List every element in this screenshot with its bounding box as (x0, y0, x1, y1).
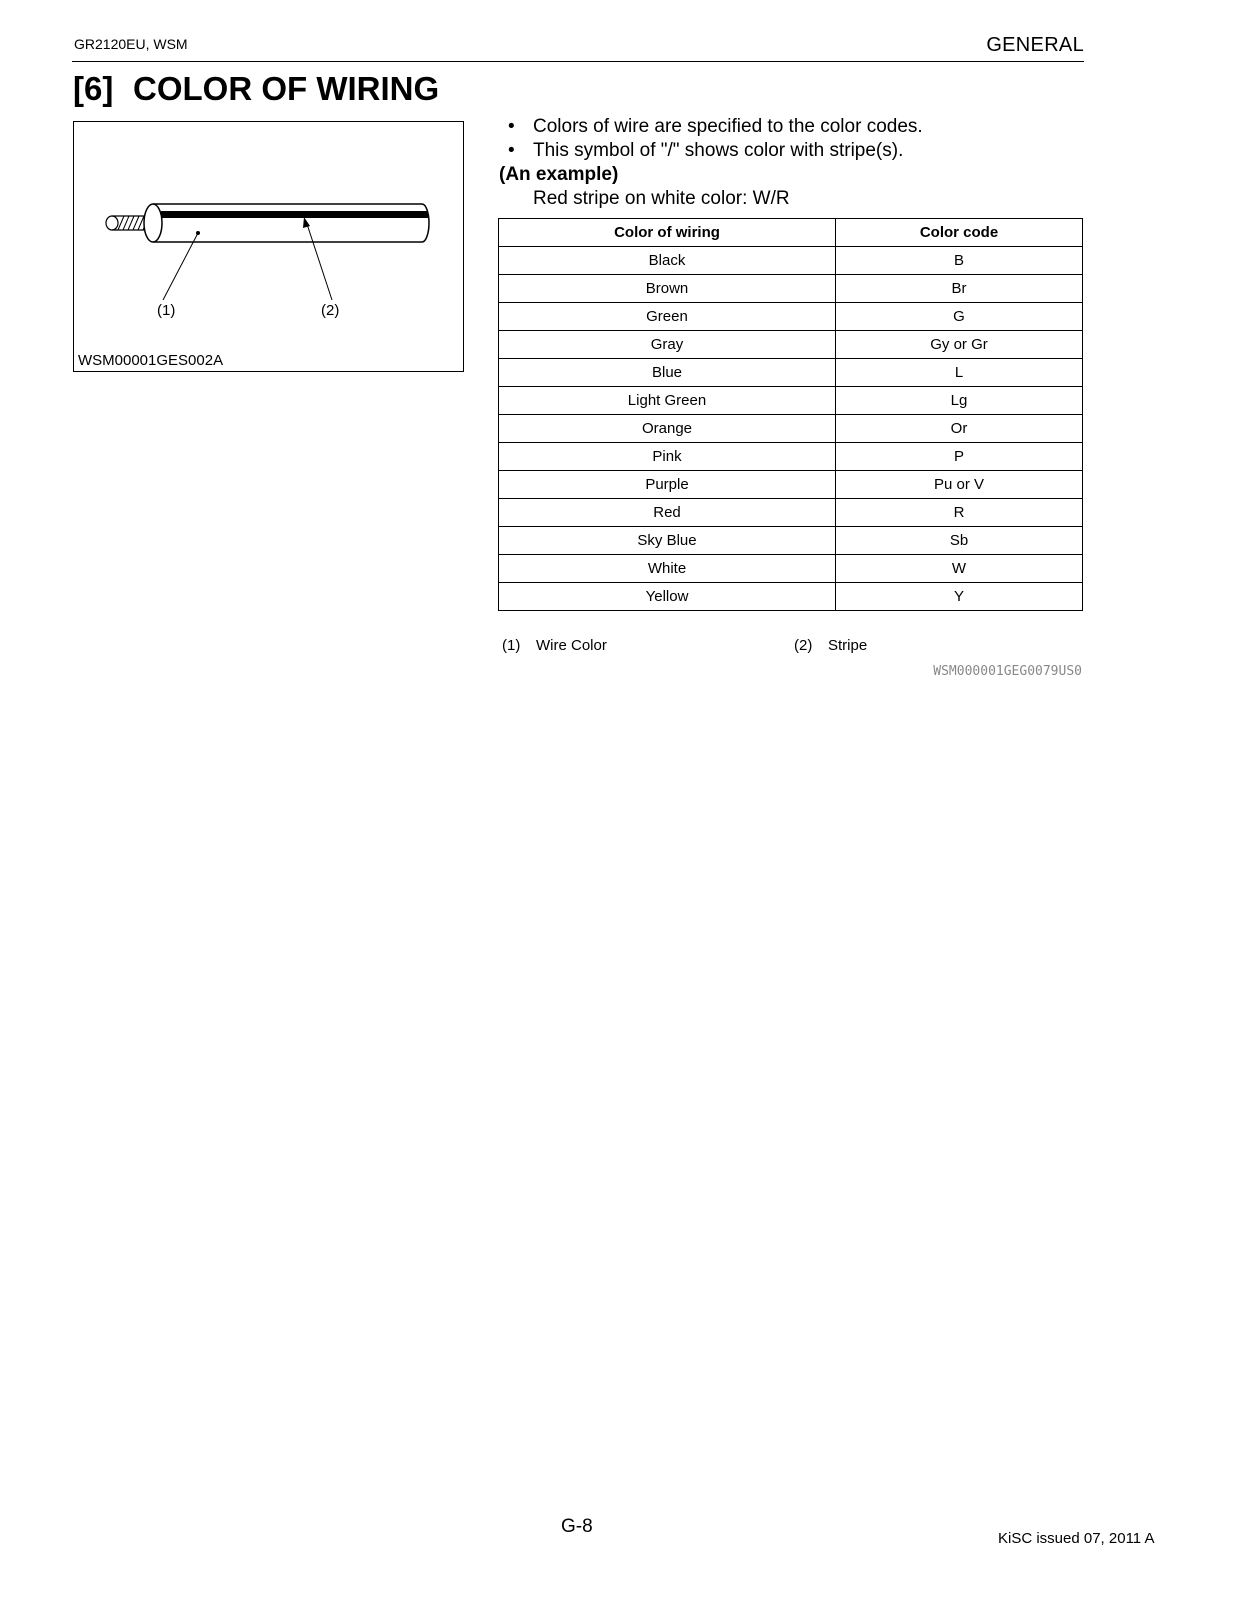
cell-color-name: Sky Blue (499, 527, 836, 555)
cell-color-code: P (836, 443, 1083, 471)
bullet-item (508, 140, 903, 162)
document-code: WSM000001GEG0079US0 (933, 664, 1082, 679)
table-row (499, 275, 1083, 303)
cell-color-code: Gy or Gr (836, 331, 1083, 359)
page-number: G-8 (561, 1516, 593, 1537)
title-number: [6] (73, 70, 114, 107)
cell-color-name: Pink (499, 443, 836, 471)
cell-color-code: Br (836, 275, 1083, 303)
title-text: COLOR OF WIRING (133, 70, 440, 107)
table-row (499, 583, 1083, 611)
table-row (499, 247, 1083, 275)
table-row (499, 443, 1083, 471)
legend-label: Stripe (828, 637, 868, 654)
cell-color-name: Blue (499, 359, 836, 387)
cell-color-name: Black (499, 247, 836, 275)
cell-color-name: Brown (499, 275, 836, 303)
table-row (499, 471, 1083, 499)
cell-color-name: Yellow (499, 583, 836, 611)
bullet-dot: • (508, 116, 515, 137)
cell-color-name: Light Green (499, 387, 836, 415)
cell-color-code: Pu or V (836, 471, 1083, 499)
bullet-dot: • (508, 140, 515, 161)
header-divider (72, 61, 1084, 62)
cell-color-name: Gray (499, 331, 836, 359)
cell-color-code: Lg (836, 387, 1083, 415)
table-row (499, 499, 1083, 527)
cell-color-code: Sb (836, 527, 1083, 555)
table-header-row (499, 219, 1083, 247)
cell-color-code: L (836, 359, 1083, 387)
table-row (499, 555, 1083, 583)
legend-number: (1) (502, 637, 521, 654)
legend-label: Wire Color (536, 637, 607, 654)
table-row (499, 331, 1083, 359)
example-text: Red stripe on white color: W/R (533, 188, 790, 209)
legend-item-wire-color (502, 637, 607, 654)
page-title (73, 70, 439, 108)
header-section: GENERAL (986, 34, 1084, 56)
cell-color-name: Green (499, 303, 836, 331)
table-row (499, 415, 1083, 443)
wire-illustration (74, 122, 465, 373)
issue-note: KiSC issued 07, 2011 A (998, 1530, 1155, 1547)
table-row (499, 359, 1083, 387)
cell-color-code: B (836, 247, 1083, 275)
table-row (499, 527, 1083, 555)
stripe-mark (161, 211, 428, 218)
callout-label-2: (2) (321, 302, 340, 319)
cell-color-name: White (499, 555, 836, 583)
example-heading: (An example) (499, 164, 619, 185)
cell-color-code: Or (836, 415, 1083, 443)
table-row (499, 387, 1083, 415)
bullet-text: Colors of wire are specified to the color codes. (533, 116, 923, 137)
cell-color-code: G (836, 303, 1083, 331)
cell-color-name: Red (499, 499, 836, 527)
cell-color-name: Purple (499, 471, 836, 499)
bullet-text: This symbol of "/" shows color with stripe(s). (533, 140, 904, 161)
column-header-code: Color code (836, 219, 1083, 247)
wire-figure (73, 121, 464, 372)
header-model: GR2120EU, WSM (74, 36, 188, 52)
cell-color-code: W (836, 555, 1083, 583)
callout-label-1: (1) (157, 302, 176, 319)
column-header-color: Color of wiring (499, 219, 836, 247)
legend-item-stripe (794, 637, 867, 654)
cell-color-code: R (836, 499, 1083, 527)
color-code-table (498, 218, 1083, 611)
cell-color-name: Orange (499, 415, 836, 443)
legend-number: (2) (794, 637, 813, 654)
cell-color-code: Y (836, 583, 1083, 611)
table-body (499, 247, 1083, 611)
bullet-item (508, 116, 923, 138)
figure-id: WSM00001GES002A (78, 352, 224, 369)
table-row (499, 303, 1083, 331)
